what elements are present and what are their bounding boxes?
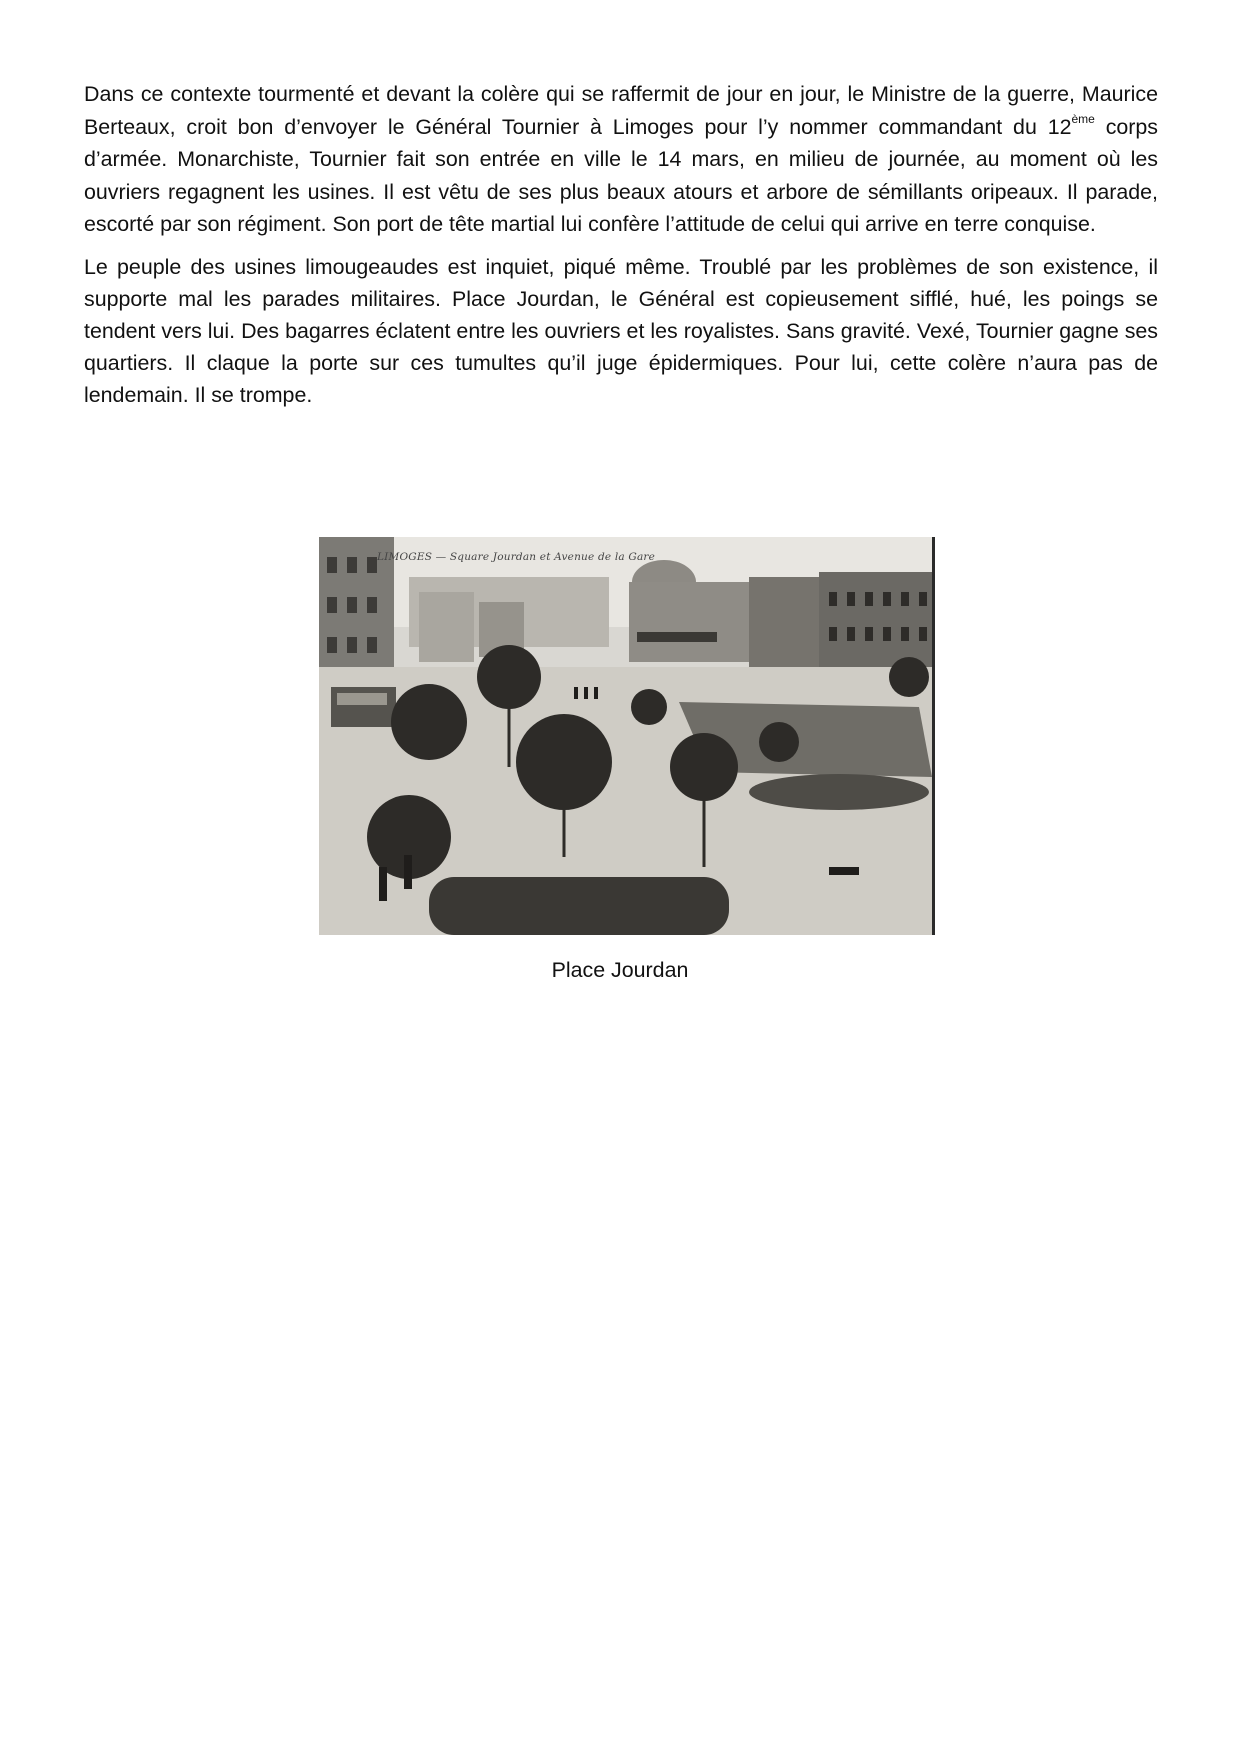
paragraph-1-text-b: corps d’armée. Monarchiste, Tournier fait son entrée en ville le 14 mars, en milieu de journée, au moment où les ouvriers regagnent les usines. Il est vêtu de ses plus beaux atours et arbore de sémillants oripeaux. Il parade, escorté par son régiment. Son port de tête martial lui confère l’attitude de celui qui arrive en terre conquise.	[84, 114, 1159, 236]
paragraph-2: Le peuple des usines limougeaudes est inquiet, piqué même. Troublé par les problèmes de son existence, il supporte mal les parades militaires. Place Jourdan, le Général est copieusement sifflé, hué, les poings se tendent vers lui. Des bagarres éclatent entre les ouvriers et les royalistes. Sans gravité. Vexé, Tournier gagne ses quartiers. Il claque la porte sur ces tumultes qu’il juge épidermiques. Pour lui, cette colère n’aura pas de lendemain. Il se trompe.	[84, 254, 1158, 408]
photo-caption: Place Jourdan	[551, 958, 689, 982]
paragraph-1	[84, 78, 1158, 241]
body-text	[84, 78, 1158, 422]
postcard-caption: LIMOGES — Square Jourdan et Avenue de la Gare	[377, 551, 656, 563]
paragraph-1-text-a: Dans ce contexte tourmenté et devant la colère qui se raffermit de jour en jour, le Ministre de la guerre, Maurice Berteaux, croit bon d’envoyer le Général Tournier à Limoges pour l’y nommer commandant du 12	[84, 82, 1158, 139]
postcard-illustration	[319, 537, 932, 935]
historic-postcard-photo	[319, 537, 935, 935]
paragraph-1-superscript: ème	[1071, 112, 1095, 127]
